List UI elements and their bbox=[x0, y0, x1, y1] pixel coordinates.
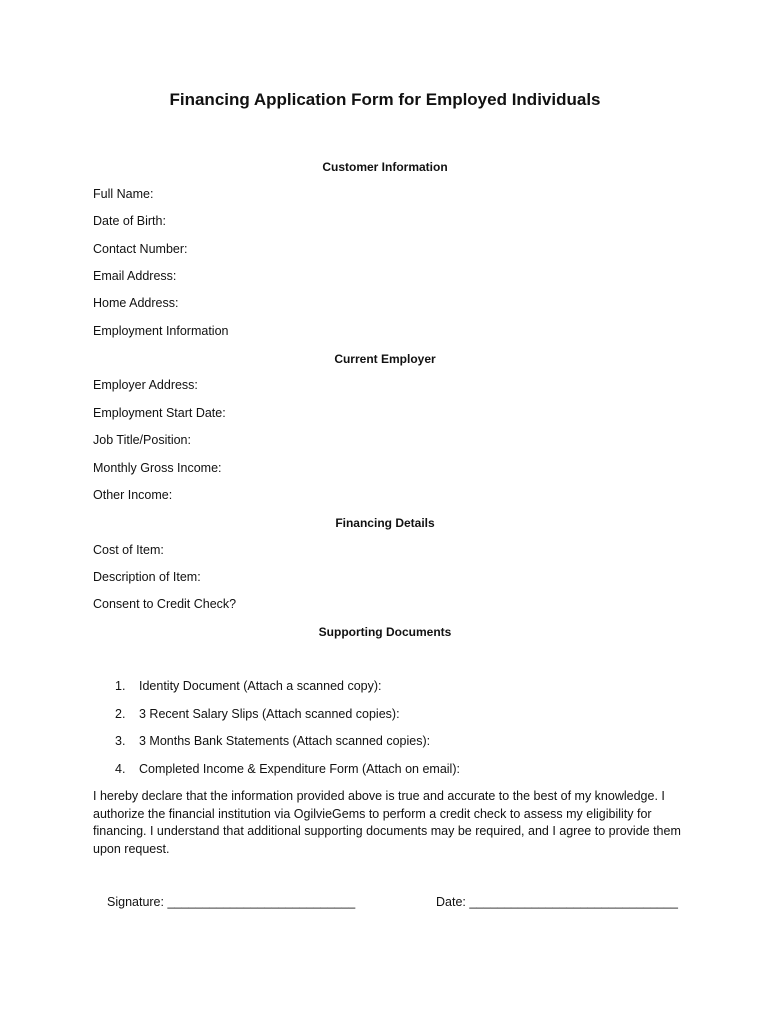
list-item-text: 3 Months Bank Statements (Attach scanned copies): bbox=[139, 734, 431, 748]
current-employer-heading: Current Employer bbox=[334, 352, 436, 366]
list-item-text: Identity Document (Attach a scanned copy): bbox=[139, 679, 382, 693]
list-number: 1. bbox=[115, 679, 126, 693]
cost-of-item-field: Cost of Item: bbox=[93, 543, 164, 557]
job-title-field: Job Title/Position: bbox=[93, 433, 191, 447]
full-name-field: Full Name: bbox=[93, 187, 154, 201]
date-of-birth-field: Date of Birth: bbox=[93, 214, 166, 228]
list-item bbox=[115, 762, 460, 776]
consent-credit-check-field: Consent to Credit Check? bbox=[93, 597, 237, 611]
employment-information-field: Employment Information bbox=[93, 324, 229, 338]
other-income-field: Other Income: bbox=[93, 488, 173, 502]
supporting-documents-heading: Supporting Documents bbox=[318, 625, 452, 639]
list-item bbox=[115, 734, 430, 748]
employer-address-field: Employer Address: bbox=[93, 378, 198, 392]
list-item bbox=[115, 707, 400, 721]
list-item-text: Completed Income & Expenditure Form (Attach on email): bbox=[139, 762, 460, 776]
list-number: 4. bbox=[115, 762, 126, 776]
declaration-paragraph: I hereby declare that the information provided above is true and accurate to the best of my knowledge. I authorize the financial institution via OgilvieGems to perform a credit check to assess my eligibility for financing. I understand that additional supporting documents may be required, and I agree to provide them upon request. bbox=[93, 789, 681, 856]
list-number: 3. bbox=[115, 734, 126, 748]
monthly-gross-income-field: Monthly Gross Income: bbox=[93, 461, 222, 475]
form-title: Financing Application Form for Employed Individuals bbox=[169, 90, 601, 109]
customer-info-heading: Customer Information bbox=[322, 160, 448, 174]
list-item bbox=[115, 679, 382, 693]
signature-line: Signature: ___________________________ bbox=[107, 895, 356, 909]
date-line: Date: ______________________________ bbox=[436, 895, 678, 909]
home-address-field: Home Address: bbox=[93, 296, 179, 310]
employment-start-date-field: Employment Start Date: bbox=[93, 406, 226, 420]
list-item-text: 3 Recent Salary Slips (Attach scanned copies): bbox=[139, 707, 400, 721]
contact-number-field: Contact Number: bbox=[93, 242, 188, 256]
financing-details-heading: Financing Details bbox=[335, 516, 435, 530]
list-number: 2. bbox=[115, 707, 126, 721]
description-of-item-field: Description of Item: bbox=[93, 570, 201, 584]
email-address-field: Email Address: bbox=[93, 269, 177, 283]
